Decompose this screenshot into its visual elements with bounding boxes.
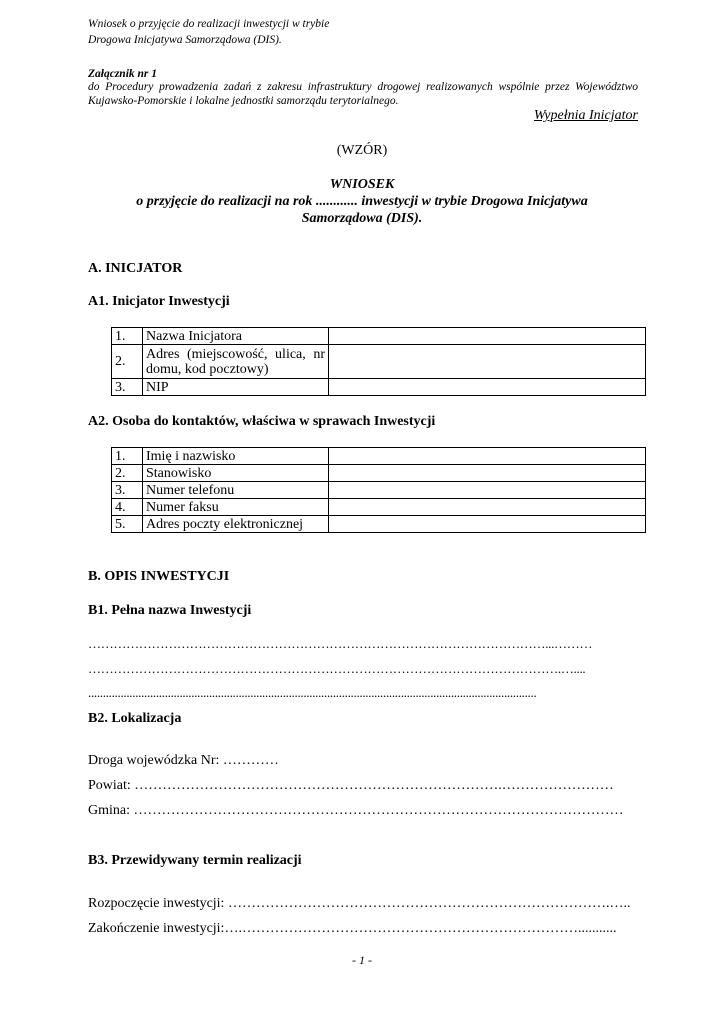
row-label: Numer telefonu: [143, 482, 329, 499]
table-row: [112, 465, 646, 482]
document-header: [88, 16, 329, 48]
table-row: [112, 482, 646, 499]
row-number: 4.: [112, 499, 143, 516]
row-number: 5.: [112, 516, 143, 533]
investment-name-line-1[interactable]: ………………………………………………………………………………………………...………: [88, 636, 593, 651]
row-number: 2.: [112, 465, 143, 482]
section-b1-heading: B1. Pełna nazwa Inwestycji: [88, 603, 252, 618]
page-number: - 1 -: [352, 953, 372, 967]
contact-position-field[interactable]: [329, 465, 646, 482]
header-line-1: Wniosek o przyjęcie do realizacji inwestycji w trybie: [88, 18, 330, 30]
start-date-field[interactable]: Rozpoczęcie inwestycji: ……………………………………………………………………….…..: [88, 896, 631, 911]
table-row: [112, 328, 646, 345]
section-b3-heading: B3. Przewidywany termin realizacji: [88, 853, 302, 868]
table-row: [112, 516, 646, 533]
investment-name-line-2[interactable]: ………………………………………………………………………………………………….…....: [88, 661, 586, 676]
template-label: (WZÓR): [336, 143, 388, 158]
initiator-table: [111, 327, 646, 396]
form-title-line-2: o przyjęcie do realizacji na rok ............ inwestycji w trybie Drogowa Inicjatywa: [136, 194, 588, 209]
contact-person-table: [111, 447, 646, 533]
contact-email-field[interactable]: [329, 516, 646, 533]
filler-note: Wypełnia Inicjator: [533, 108, 638, 123]
section-b-heading: B. OPIS INWESTYCJI: [88, 569, 230, 584]
row-number: 1.: [112, 448, 143, 465]
district-field[interactable]: Powiat: …………………………………………………………………….……………………: [88, 778, 614, 793]
table-row: [112, 499, 646, 516]
end-date-field[interactable]: Zakończenie inwestycji:….………………………………………………………………...........: [88, 921, 617, 936]
commune-field[interactable]: Gmina: ……………………………………………………………………………………………: [88, 803, 624, 818]
table-row: [112, 379, 646, 396]
road-number-field[interactable]: Droga wojewódzka Nr: …………: [88, 753, 279, 768]
row-label: Adres poczty elektronicznej: [143, 516, 329, 533]
row-number: 3.: [112, 379, 143, 396]
initiator-address-field[interactable]: [329, 345, 646, 379]
row-number: 3.: [112, 482, 143, 499]
section-b2-heading: B2. Lokalizacja: [88, 711, 182, 726]
table-row: [112, 345, 646, 379]
contact-name-field[interactable]: [329, 448, 646, 465]
form-title-line-3: Samorządowa (DIS).: [301, 211, 423, 226]
header-line-2: Drogowa Inicjatywa Samorządowa (DIS).: [88, 34, 282, 46]
row-label: Imię i nazwisko: [143, 448, 329, 465]
row-label: NIP: [143, 379, 329, 396]
row-label: Adres (miejscowość, ulica, nr domu, kod pocztowy): [143, 345, 329, 379]
row-number: 2.: [112, 345, 143, 379]
section-a1-heading: A1. Inicjator Inwestycji: [88, 294, 230, 309]
row-label: Nazwa Inicjatora: [143, 328, 329, 345]
section-a-heading: A. INICJATOR: [88, 261, 183, 276]
row-label: Numer faksu: [143, 499, 329, 516]
contact-fax-field[interactable]: [329, 499, 646, 516]
row-label: Stanowisko: [143, 465, 329, 482]
form-title-line-1: WNIOSEK: [329, 177, 395, 192]
table-row: [112, 448, 646, 465]
annex-text: do Procedury prowadzenia zadań z zakresu infrastruktury drogowej realizowanych wspólnie przez Województwo Kujawsko-Pomorskie i lokalne jednostki samorządu terytorialnego.: [88, 81, 638, 107]
initiator-name-field[interactable]: [329, 328, 646, 345]
form-title: [100, 176, 624, 227]
contact-phone-field[interactable]: [329, 482, 646, 499]
row-number: 1.: [112, 328, 143, 345]
section-a2-heading: A2. Osoba do kontaktów, właściwa w sprawach Inwestycji: [88, 414, 436, 429]
investment-name-line-3[interactable]: ........................................................................................................................................................: [88, 685, 537, 700]
annex-title: Załącznik nr 1: [88, 68, 158, 80]
initiator-nip-field[interactable]: [329, 379, 646, 396]
